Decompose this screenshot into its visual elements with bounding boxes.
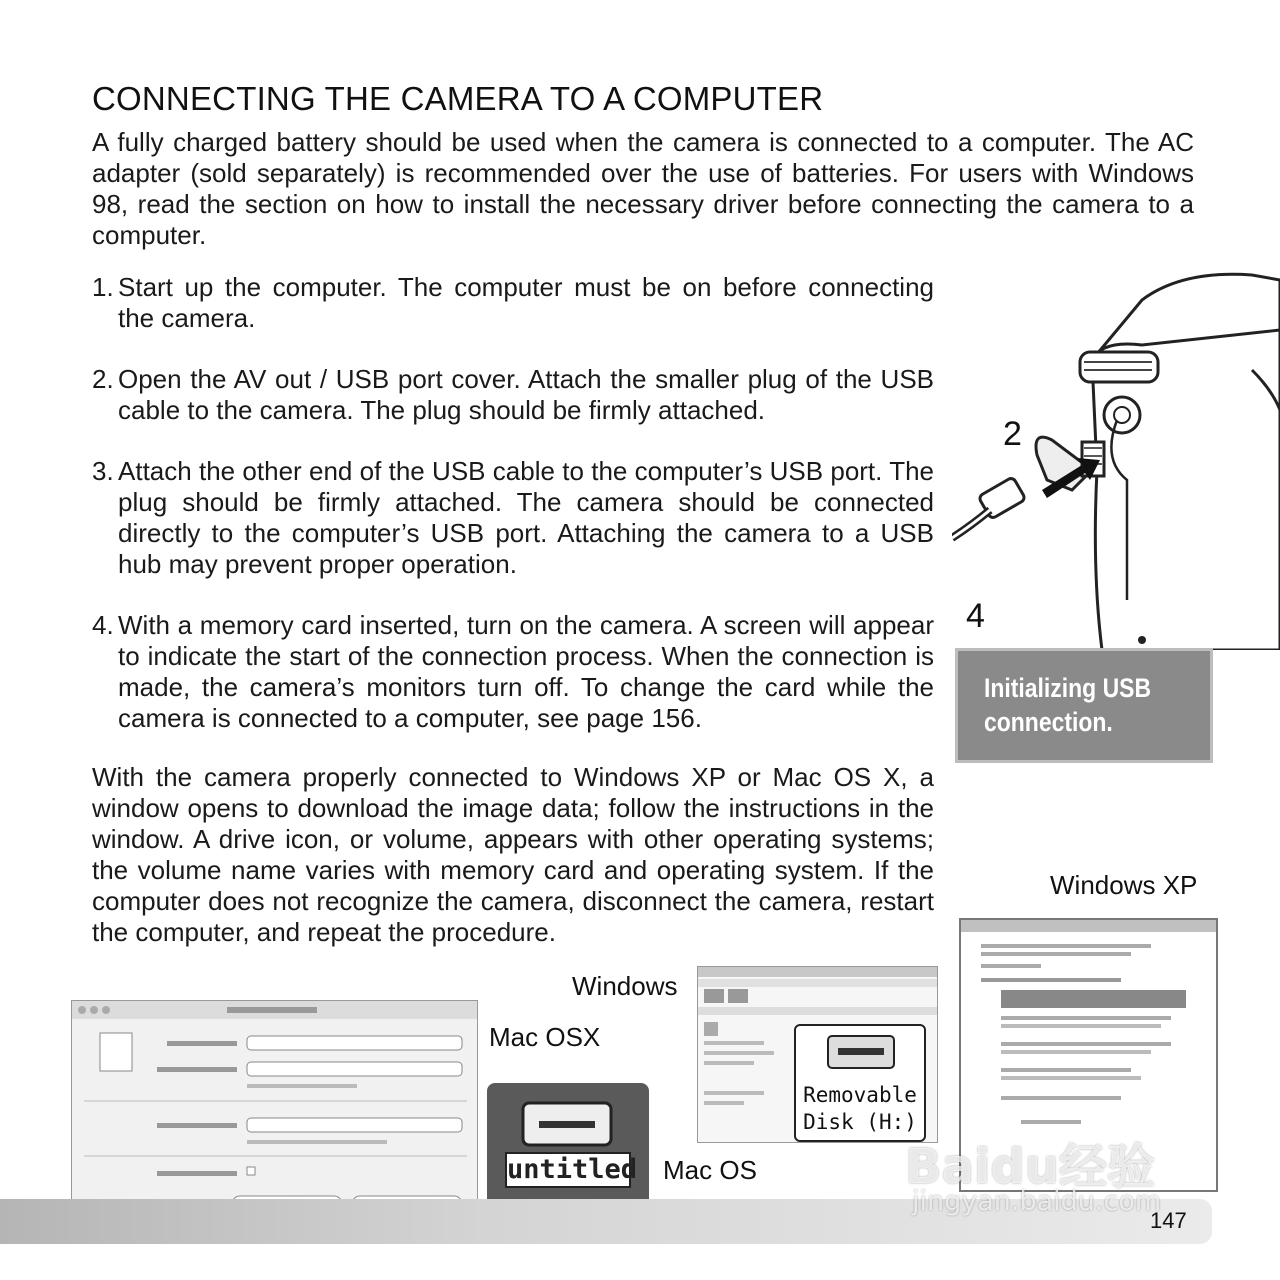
mac-dialog-graphic <box>72 1001 477 1223</box>
step-text: Start up the computer. The computer must be on before connecting the camera. <box>118 272 934 333</box>
lcd-line-2: connection. <box>984 707 1113 737</box>
steps-list <box>92 272 934 764</box>
windows-xp-label: Windows XP <box>1050 870 1198 900</box>
list-item <box>92 272 934 334</box>
disk-drive-icon <box>796 1026 924 1082</box>
step-text: Open the AV out / USB port cover. Attach the smaller plug of the USB cable to the camera. The plug should be firmly attached. <box>118 364 934 425</box>
list-item <box>92 364 934 426</box>
removable-line-2: Disk (H:) <box>803 1110 917 1134</box>
removable-disk-icon-box <box>794 1024 926 1142</box>
lcd-line-1: Initializing USB <box>984 673 1152 703</box>
intro-paragraph: A fully charged battery should be used when the camera is connected to a computer. The AC adapter (sold separately) is recommended over the use of batteries. For users with Windows 98, read the section on how to install the necessary driver before connecting the camera to a computer. <box>92 127 1194 250</box>
untitled-volume-label: untitled <box>505 1152 631 1188</box>
list-item <box>92 610 934 734</box>
step-text: Attach the other end of the USB cable to the computer’s USB port. The plug should be firmly attached. The camera should be connected directly to the computer’s USB port. Attaching the camera to a USB hub may prevent proper operation. <box>118 456 934 579</box>
step-number: 1. <box>92 272 114 302</box>
mac-osx-label: Mac OSX <box>489 1022 601 1052</box>
callout-number-4: 4 <box>966 597 985 635</box>
page-number: 147 <box>1150 1208 1187 1233</box>
baidu-watermark: Baidu经验 <box>905 1139 1155 1195</box>
lcd-text <box>984 671 1151 739</box>
step-number: 4. <box>92 610 114 640</box>
camera-lcd-message <box>955 648 1213 763</box>
step-text: With a memory card inserted, turn on the camera. A screen will appear to indicate the start of the connection process. When the connection is made, the camera’s monitors turn off. To change the card while the camera is connected to a computer, see page 156. <box>118 610 934 733</box>
removable-line-1: Removable <box>803 1083 917 1107</box>
page-title: CONNECTING THE CAMERA TO A COMPUTER <box>92 80 824 117</box>
baidu-watermark-url: jingyan.baidu.com <box>912 1186 1162 1217</box>
closing-paragraph: With the camera properly connected to Windows XP or Mac OS X, a window opens to download the image data; follow the instructions in the window. A drive icon, or volume, appears with other operating systems; the volume name varies with memory card and operating system. If the computer does not recognize the camera, disconnect the camera, restart the computer, and repeat the procedure. <box>92 762 934 947</box>
mac-os-label: Mac OS <box>663 1155 757 1185</box>
step-number: 2. <box>92 364 114 394</box>
step-number: 3. <box>92 456 114 486</box>
camera-usb-illustration <box>952 270 1280 650</box>
mac-osx-screenshot <box>71 1000 478 1224</box>
list-item <box>92 456 934 580</box>
callout-number-2: 2 <box>1003 415 1022 453</box>
windows-label: Windows <box>572 971 678 1001</box>
